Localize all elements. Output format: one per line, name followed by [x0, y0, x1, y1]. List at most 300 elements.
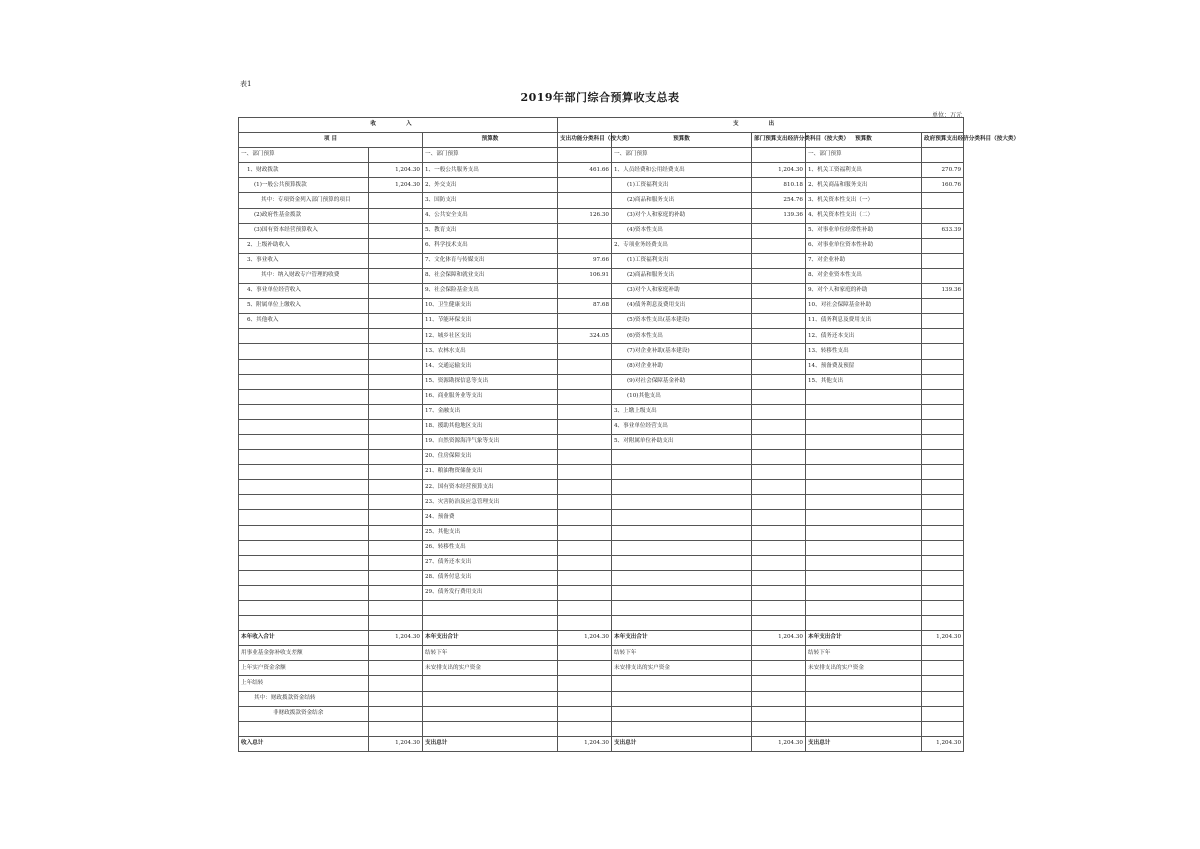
col-header-budget: 预算数 [806, 133, 922, 148]
table-row [239, 208, 964, 223]
function-item-cell: 13、农林水支出 [423, 344, 558, 359]
gov-econ-amount-cell [922, 646, 964, 661]
gov-econ-item-cell [806, 404, 922, 419]
income-amount-cell [369, 284, 423, 299]
income-amount-cell [369, 314, 423, 329]
income-item-cell [239, 450, 369, 465]
dept-econ-amount-cell [752, 374, 806, 389]
dept-econ-item-cell [612, 585, 752, 600]
dept-econ-amount-cell [752, 419, 806, 434]
income-amount-cell [369, 299, 423, 314]
dept-econ-item-cell: (3)对个人和家庭的补助 [612, 208, 752, 223]
gov-econ-amount-cell [922, 555, 964, 570]
income-amount-cell [369, 434, 423, 449]
gov-econ-item-cell: 12、债务还本支出 [806, 329, 922, 344]
table-row [239, 163, 964, 178]
dept-econ-item-cell: (2)商品和服务支出 [612, 268, 752, 283]
function-item-cell: 结转下年 [423, 646, 558, 661]
gov-econ-amount-cell [922, 510, 964, 525]
function-amount-cell [558, 706, 612, 721]
table-row [239, 465, 964, 480]
gov-econ-item-cell: 6、对事业单位资本性补助 [806, 238, 922, 253]
table-row [239, 540, 964, 555]
gov-econ-amount-cell [922, 344, 964, 359]
gov-econ-amount-cell [922, 299, 964, 314]
expense-header: 支 出 [558, 118, 964, 133]
gov-econ-item-cell: 4、机关资本性支出（二） [806, 208, 922, 223]
dept-econ-amount-cell [752, 359, 806, 374]
dept-econ-amount-cell [752, 329, 806, 344]
dept-econ-item-cell: (2)商品和服务支出 [612, 193, 752, 208]
function-item-cell: 19、自然资源海洋气象等支出 [423, 434, 558, 449]
gov-econ-amount-cell [922, 570, 964, 585]
gov-econ-amount-cell [922, 329, 964, 344]
income-item-cell: 本年收入合计 [239, 631, 369, 646]
gov-econ-amount-cell [922, 419, 964, 434]
dept-econ-amount-cell [752, 465, 806, 480]
gov-econ-item-cell [806, 601, 922, 616]
income-amount-cell [369, 389, 423, 404]
function-item-cell [423, 601, 558, 616]
gov-econ-item-cell: 13、转移性支出 [806, 344, 922, 359]
income-amount-cell [369, 465, 423, 480]
function-amount-cell [558, 284, 612, 299]
dept-econ-amount-cell [752, 601, 806, 616]
dept-econ-item-cell [612, 465, 752, 480]
table-row [239, 570, 964, 585]
dept-econ-item-cell [612, 495, 752, 510]
table-row [239, 344, 964, 359]
dept-econ-item-cell [612, 555, 752, 570]
function-item-cell: 2、外交支出 [423, 178, 558, 193]
function-item-cell: 21、粮油物资储备支出 [423, 465, 558, 480]
income-amount-cell: 1,204.30 [369, 631, 423, 646]
gov-econ-item-cell: 9、对个人和家庭的补助 [806, 284, 922, 299]
table-row [239, 223, 964, 238]
income-item-cell: 上年结转 [239, 676, 369, 691]
income-item-cell [239, 525, 369, 540]
gov-econ-item-cell: 7、对企业补助 [806, 253, 922, 268]
income-amount-cell [369, 510, 423, 525]
gov-econ-amount-cell [922, 253, 964, 268]
function-amount-cell [558, 691, 612, 706]
function-item-cell: 28、债务付息支出 [423, 570, 558, 585]
gov-econ-amount-cell: 633.39 [922, 223, 964, 238]
gov-econ-item-cell [806, 570, 922, 585]
function-item-cell: 6、科学技术支出 [423, 238, 558, 253]
gov-econ-item-cell: 支出总计 [806, 736, 922, 751]
table-row [239, 616, 964, 631]
dept-econ-amount-cell [752, 314, 806, 329]
function-item-cell: 12、城乡社区支出 [423, 329, 558, 344]
income-item-cell [239, 465, 369, 480]
income-item-cell [239, 419, 369, 434]
dept-econ-amount-cell: 1,204.30 [752, 631, 806, 646]
table-row [239, 450, 964, 465]
income-amount-cell [369, 450, 423, 465]
dept-econ-item-cell [612, 540, 752, 555]
table-row [239, 434, 964, 449]
function-amount-cell [558, 721, 612, 736]
function-amount-cell [558, 646, 612, 661]
table-row [239, 329, 964, 344]
income-item-cell [239, 601, 369, 616]
dept-econ-item-cell: (8)对企业补助 [612, 359, 752, 374]
function-item-cell: 8、社会保障和就业支出 [423, 268, 558, 283]
function-amount-cell [558, 389, 612, 404]
page-title: 2019年部门综合预算收支总表 [520, 91, 680, 104]
income-amount-cell [369, 419, 423, 434]
table-row [239, 555, 964, 570]
dept-econ-amount-cell [752, 585, 806, 600]
income-item-cell: 1、财政拨款 [239, 163, 369, 178]
function-amount-cell [558, 450, 612, 465]
table-row [239, 601, 964, 616]
income-item-cell [239, 721, 369, 736]
dept-econ-item-cell [612, 480, 752, 495]
income-item-cell [239, 389, 369, 404]
budget-table [238, 117, 1020, 752]
dept-econ-amount-cell [752, 284, 806, 299]
function-amount-cell [558, 570, 612, 585]
income-item-cell: 其中：纳入财政专户管理的收费 [239, 268, 369, 283]
gov-econ-amount-cell [922, 661, 964, 676]
income-item-cell: 2、上级补助收入 [239, 238, 369, 253]
income-amount-cell [369, 253, 423, 268]
dept-econ-amount-cell [752, 676, 806, 691]
gov-econ-amount-cell [922, 676, 964, 691]
dept-econ-item-cell: (4)债务利息及费用支出 [612, 299, 752, 314]
gov-econ-amount-cell [922, 148, 964, 163]
gov-econ-item-cell: 未安排支出的实户资金 [806, 661, 922, 676]
income-item-cell: (2)政府性基金拨款 [239, 208, 369, 223]
income-amount-cell: 1,204.30 [369, 163, 423, 178]
function-amount-cell [558, 616, 612, 631]
gov-econ-amount-cell [922, 434, 964, 449]
function-item-cell [423, 706, 558, 721]
table-row [239, 510, 964, 525]
function-item-cell: 16、商业服务业等支出 [423, 389, 558, 404]
income-amount-cell [369, 495, 423, 510]
function-amount-cell: 1,204.30 [558, 631, 612, 646]
table-row [239, 314, 964, 329]
function-amount-cell: 87.68 [558, 299, 612, 314]
income-item-cell: 用事业基金弥补收支差额 [239, 646, 369, 661]
gov-econ-item-cell [806, 721, 922, 736]
dept-econ-item-cell: 4、事业单位经营支出 [612, 419, 752, 434]
function-item-cell [423, 616, 558, 631]
col-header-gov-econ-class: 政府预算支出经济分类科目（按大类） [922, 133, 964, 148]
dept-econ-item-cell [612, 510, 752, 525]
table-row [239, 284, 964, 299]
income-amount-cell [369, 646, 423, 661]
gov-econ-amount-cell: 1,204.30 [922, 631, 964, 646]
income-amount-cell [369, 525, 423, 540]
dept-econ-amount-cell [752, 299, 806, 314]
function-item-cell: 5、教育支出 [423, 223, 558, 238]
function-amount-cell: 106.91 [558, 268, 612, 283]
income-amount-cell [369, 601, 423, 616]
col-header-budget: 预算数 [612, 133, 752, 148]
dept-econ-amount-cell [752, 721, 806, 736]
function-amount-cell [558, 540, 612, 555]
function-amount-cell: 126.30 [558, 208, 612, 223]
table-row [239, 299, 964, 314]
dept-econ-amount-cell [752, 148, 806, 163]
income-amount-cell [369, 616, 423, 631]
function-item-cell: 未安排支出的实户资金 [423, 661, 558, 676]
function-item-cell: 20、住房保障支出 [423, 450, 558, 465]
income-amount-cell [369, 148, 423, 163]
function-amount-cell [558, 601, 612, 616]
table-row [239, 253, 964, 268]
function-item-cell: 15、资源勘探信息等支出 [423, 374, 558, 389]
dept-econ-amount-cell [752, 691, 806, 706]
dept-econ-item-cell: 5、对附属单位补助支出 [612, 434, 752, 449]
gov-econ-item-cell [806, 510, 922, 525]
gov-econ-amount-cell: 270.79 [922, 163, 964, 178]
function-item-cell [423, 691, 558, 706]
income-item-cell [239, 510, 369, 525]
gov-econ-amount-cell [922, 601, 964, 616]
dept-econ-amount-cell [752, 661, 806, 676]
dept-econ-item-cell: 结转下年 [612, 646, 752, 661]
table-label: 表1 [240, 80, 252, 88]
function-amount-cell [558, 585, 612, 600]
gov-econ-amount-cell [922, 706, 964, 721]
table-row [239, 525, 964, 540]
income-amount-cell [369, 223, 423, 238]
function-amount-cell [558, 434, 612, 449]
function-amount-cell [558, 495, 612, 510]
gov-econ-item-cell [806, 616, 922, 631]
function-item-cell: 26、转移性支出 [423, 540, 558, 555]
income-item-cell [239, 374, 369, 389]
function-amount-cell [558, 510, 612, 525]
income-amount-cell [369, 676, 423, 691]
table-row [239, 389, 964, 404]
dept-econ-item-cell: (6)资本性支出 [612, 329, 752, 344]
gov-econ-item-cell [806, 585, 922, 600]
function-item-cell: 27、债务还本支出 [423, 555, 558, 570]
gov-econ-item-cell: 3、机关资本性支出（一） [806, 193, 922, 208]
function-amount-cell: 324.05 [558, 329, 612, 344]
function-item-cell: 14、交通运输支出 [423, 359, 558, 374]
function-amount-cell [558, 661, 612, 676]
function-item-cell: 11、节能环保支出 [423, 314, 558, 329]
income-item-cell [239, 555, 369, 570]
function-amount-cell [558, 178, 612, 193]
income-amount-cell [369, 404, 423, 419]
income-item-cell [239, 585, 369, 600]
gov-econ-item-cell: 结转下年 [806, 646, 922, 661]
dept-econ-item-cell: 未安排支出的实户资金 [612, 661, 752, 676]
dept-econ-amount-cell [752, 555, 806, 570]
gov-econ-amount-cell [922, 616, 964, 631]
gov-econ-amount-cell [922, 465, 964, 480]
income-item-cell [239, 540, 369, 555]
income-amount-cell [369, 661, 423, 676]
dept-econ-item-cell [612, 706, 752, 721]
function-item-cell: 3、国防支出 [423, 193, 558, 208]
function-amount-cell [558, 193, 612, 208]
gov-econ-amount-cell [922, 314, 964, 329]
function-amount-cell [558, 480, 612, 495]
function-item-cell: 一、部门预算 [423, 148, 558, 163]
income-item-cell: (1)一般公共预算拨款 [239, 178, 369, 193]
col-header-function-class: 支出功能分类科目（按大类） [558, 133, 612, 148]
gov-econ-item-cell: 14、预备费及预留 [806, 359, 922, 374]
function-item-cell [423, 676, 558, 691]
dept-econ-item-cell: (5)资本性支出(基本建设) [612, 314, 752, 329]
gov-econ-amount-cell [922, 268, 964, 283]
gov-econ-item-cell: 一、部门预算 [806, 148, 922, 163]
gov-econ-item-cell [806, 540, 922, 555]
col-header-item: 项 目 [239, 133, 423, 148]
gov-econ-item-cell [806, 676, 922, 691]
gov-econ-amount-cell [922, 450, 964, 465]
gov-econ-item-cell [806, 419, 922, 434]
dept-econ-item-cell [612, 721, 752, 736]
income-amount-cell [369, 691, 423, 706]
income-amount-cell [369, 585, 423, 600]
income-item-cell [239, 495, 369, 510]
dept-econ-item-cell [612, 525, 752, 540]
gov-econ-amount-cell [922, 359, 964, 374]
table-row [239, 480, 964, 495]
gov-econ-item-cell [806, 525, 922, 540]
function-amount-cell [558, 344, 612, 359]
income-item-cell: 4、事业单位经营收入 [239, 284, 369, 299]
dept-econ-item-cell: (9)对社会保障基金补助 [612, 374, 752, 389]
gov-econ-item-cell [806, 480, 922, 495]
gov-econ-item-cell [806, 389, 922, 404]
gov-econ-amount-cell [922, 389, 964, 404]
income-amount-cell [369, 721, 423, 736]
table-row [239, 676, 964, 691]
gov-econ-amount-cell [922, 721, 964, 736]
income-item-cell: 5、附属单位上缴收入 [239, 299, 369, 314]
dept-econ-amount-cell [752, 268, 806, 283]
function-amount-cell: 461.66 [558, 163, 612, 178]
dept-econ-amount-cell: 254.76 [752, 193, 806, 208]
dept-econ-amount-cell: 810.18 [752, 178, 806, 193]
dept-econ-amount-cell: 1,204.30 [752, 736, 806, 751]
function-amount-cell [558, 525, 612, 540]
dept-econ-amount-cell [752, 450, 806, 465]
table-row [239, 148, 964, 163]
gov-econ-amount-cell [922, 238, 964, 253]
income-item-cell [239, 344, 369, 359]
gov-econ-amount-cell: 1,204.30 [922, 736, 964, 751]
function-item-cell: 23、灾害防治及应急管理支出 [423, 495, 558, 510]
dept-econ-amount-cell [752, 480, 806, 495]
gov-econ-item-cell [806, 691, 922, 706]
gov-econ-item-cell [806, 706, 922, 721]
income-amount-cell [369, 238, 423, 253]
gov-econ-amount-cell [922, 540, 964, 555]
income-amount-cell: 1,204.30 [369, 736, 423, 751]
gov-econ-amount-cell: 160.76 [922, 178, 964, 193]
dept-econ-item-cell [612, 601, 752, 616]
function-item-cell: 17、金融支出 [423, 404, 558, 419]
gov-econ-item-cell: 8、对企业资本性支出 [806, 268, 922, 283]
income-item-cell: 其中：财政拨款资金结转 [239, 691, 369, 706]
function-item-cell: 29、债务发行费用支出 [423, 585, 558, 600]
table-row [239, 419, 964, 434]
dept-econ-item-cell [612, 691, 752, 706]
income-item-cell: 上年实户资金余额 [239, 661, 369, 676]
gov-econ-amount-cell [922, 691, 964, 706]
function-amount-cell: 1,204.30 [558, 736, 612, 751]
function-amount-cell [558, 238, 612, 253]
function-amount-cell [558, 676, 612, 691]
function-item-cell: 10、卫生健康支出 [423, 299, 558, 314]
table-row [239, 736, 964, 751]
dept-econ-item-cell [612, 676, 752, 691]
table-row [239, 268, 964, 283]
dept-econ-item-cell: (4)资本性支出 [612, 223, 752, 238]
gov-econ-amount-cell [922, 585, 964, 600]
income-amount-cell [369, 208, 423, 223]
dept-econ-amount-cell [752, 253, 806, 268]
income-amount-cell [369, 344, 423, 359]
gov-econ-amount-cell [922, 525, 964, 540]
dept-econ-item-cell [612, 450, 752, 465]
income-item-cell [239, 570, 369, 585]
table-row [239, 359, 964, 374]
gov-econ-item-cell: 本年支出合计 [806, 631, 922, 646]
gov-econ-amount-cell [922, 404, 964, 419]
dept-econ-item-cell: 本年支出合计 [612, 631, 752, 646]
dept-econ-item-cell: 2、专项业务经费支出 [612, 238, 752, 253]
gov-econ-item-cell: 2、机关商品和服务支出 [806, 178, 922, 193]
gov-econ-item-cell [806, 495, 922, 510]
table-row [239, 706, 964, 721]
dept-econ-amount-cell [752, 525, 806, 540]
dept-econ-amount-cell [752, 495, 806, 510]
dept-econ-amount-cell [752, 540, 806, 555]
gov-econ-amount-cell [922, 495, 964, 510]
dept-econ-item-cell: (7)对企业补助(基本建设) [612, 344, 752, 359]
table-row [239, 661, 964, 676]
function-item-cell [423, 721, 558, 736]
dept-econ-amount-cell [752, 616, 806, 631]
gov-econ-item-cell: 1、机关工资福利支出 [806, 163, 922, 178]
table-row [239, 585, 964, 600]
function-item-cell: 1、一般公共服务支出 [423, 163, 558, 178]
income-amount-cell [369, 555, 423, 570]
income-item-cell: 收入总计 [239, 736, 369, 751]
gov-econ-amount-cell [922, 374, 964, 389]
table-row [239, 721, 964, 736]
table-row [239, 404, 964, 419]
dept-econ-amount-cell [752, 434, 806, 449]
table-row [239, 238, 964, 253]
function-item-cell: 支出总计 [423, 736, 558, 751]
function-item-cell: 本年支出合计 [423, 631, 558, 646]
table-row [239, 178, 964, 193]
function-amount-cell [558, 465, 612, 480]
function-amount-cell: 97.66 [558, 253, 612, 268]
dept-econ-amount-cell [752, 344, 806, 359]
income-amount-cell [369, 193, 423, 208]
table-row [239, 631, 964, 646]
function-amount-cell [558, 419, 612, 434]
gov-econ-amount-cell [922, 208, 964, 223]
gov-econ-item-cell [806, 450, 922, 465]
income-amount-cell [369, 329, 423, 344]
